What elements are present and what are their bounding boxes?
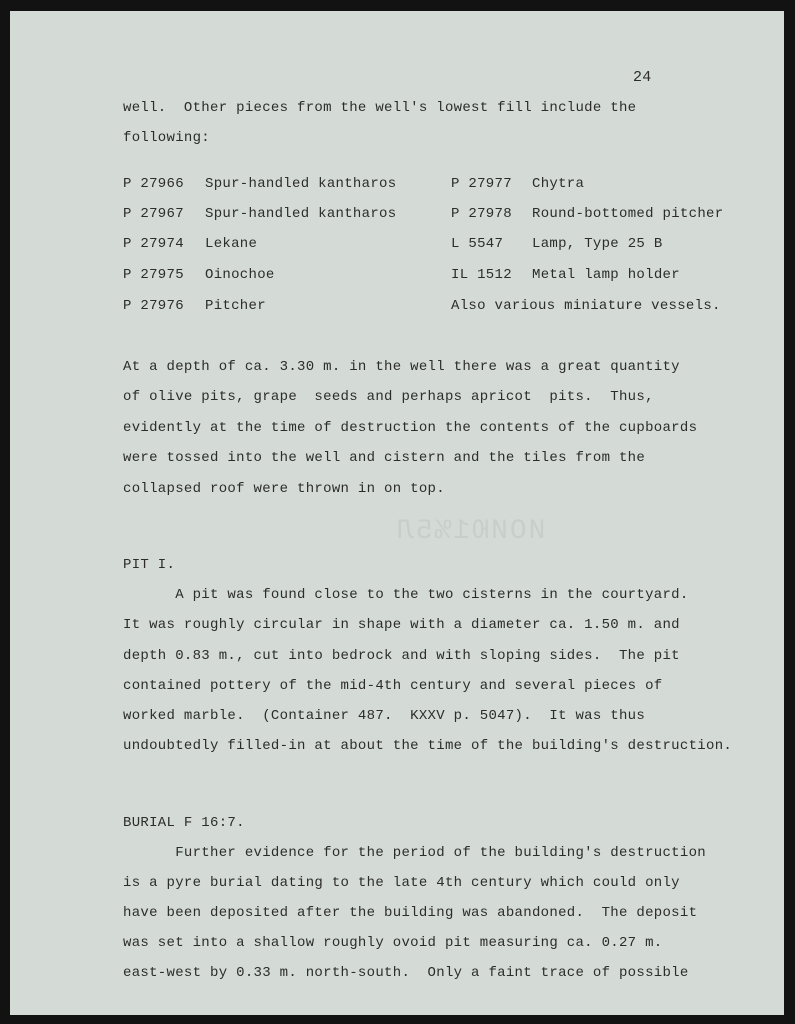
page-number: 24 — [633, 69, 652, 86]
catalog-desc: Lekane — [205, 236, 258, 252]
paragraph-line: were tossed into the well and cistern and the tiles from the — [123, 450, 646, 466]
paragraph-line: undoubtedly filled-in at about the time of the building's destruction. — [123, 738, 733, 754]
catalog-desc: Oinochoe — [205, 267, 275, 283]
catalog-desc: Lamp, Type 25 B — [532, 236, 663, 252]
show-through-text: ИОИЮ1%5Л — [395, 516, 546, 547]
document-page — [10, 11, 784, 1015]
paragraph-line: contained pottery of the mid-4th century and several pieces of — [123, 678, 663, 694]
section-heading-burial: BURIAL F 16:7. — [123, 815, 245, 831]
catalog-id: P 27975 — [123, 267, 184, 283]
catalog-desc: Round-bottomed pitcher — [532, 206, 724, 222]
paragraph-line: A pit was found close to the two cisterns in the courtyard. — [123, 587, 689, 603]
catalog-desc: Spur-handled kantharos — [205, 176, 397, 192]
paragraph-line: east-west by 0.33 m. north-south. Only a faint trace of possible — [123, 965, 689, 981]
catalog-desc: Chytra — [532, 176, 585, 192]
catalog-id: L 5547 — [451, 236, 504, 252]
paragraph-line: Further evidence for the period of the building's destruction — [123, 845, 706, 861]
catalog-id: IL 1512 — [451, 267, 512, 283]
catalog-desc: Pitcher — [205, 298, 266, 314]
catalog-id: P 27977 — [451, 176, 512, 192]
paragraph-line: have been deposited after the building was abandoned. The deposit — [123, 905, 698, 921]
paragraph-line: was set into a shallow roughly ovoid pit measuring ca. 0.27 m. — [123, 935, 663, 951]
paragraph-line: It was roughly circular in shape with a diameter ca. 1.50 m. and — [123, 617, 680, 633]
paragraph-line: of olive pits, grape seeds and perhaps apricot pits. Thus, — [123, 389, 654, 405]
catalog-desc: Metal lamp holder — [532, 267, 680, 283]
catalog-id: P 27978 — [451, 206, 512, 222]
paragraph-line: At a depth of ca. 3.30 m. in the well there was a great quantity — [123, 359, 680, 375]
catalog-note: Also various miniature vessels. — [451, 298, 721, 314]
paragraph-line: is a pyre burial dating to the late 4th century which could only — [123, 875, 680, 891]
section-heading-pit: PIT I. — [123, 557, 176, 573]
catalog-id: P 27976 — [123, 298, 184, 314]
paragraph-line: collapsed roof were thrown in on top. — [123, 481, 445, 497]
catalog-desc: Spur-handled kantharos — [205, 206, 397, 222]
paragraph-line: evidently at the time of destruction the contents of the cupboards — [123, 420, 698, 436]
catalog-id: P 27974 — [123, 236, 184, 252]
catalog-id: P 27966 — [123, 176, 184, 192]
intro-line: well. Other pieces from the well's lowest fill include the — [123, 100, 637, 116]
catalog-id: P 27967 — [123, 206, 184, 222]
intro-line: following: — [123, 130, 211, 146]
paragraph-line: depth 0.83 m., cut into bedrock and with sloping sides. The pit — [123, 648, 680, 664]
paragraph-line: worked marble. (Container 487. KXXV p. 5047). It was thus — [123, 708, 646, 724]
